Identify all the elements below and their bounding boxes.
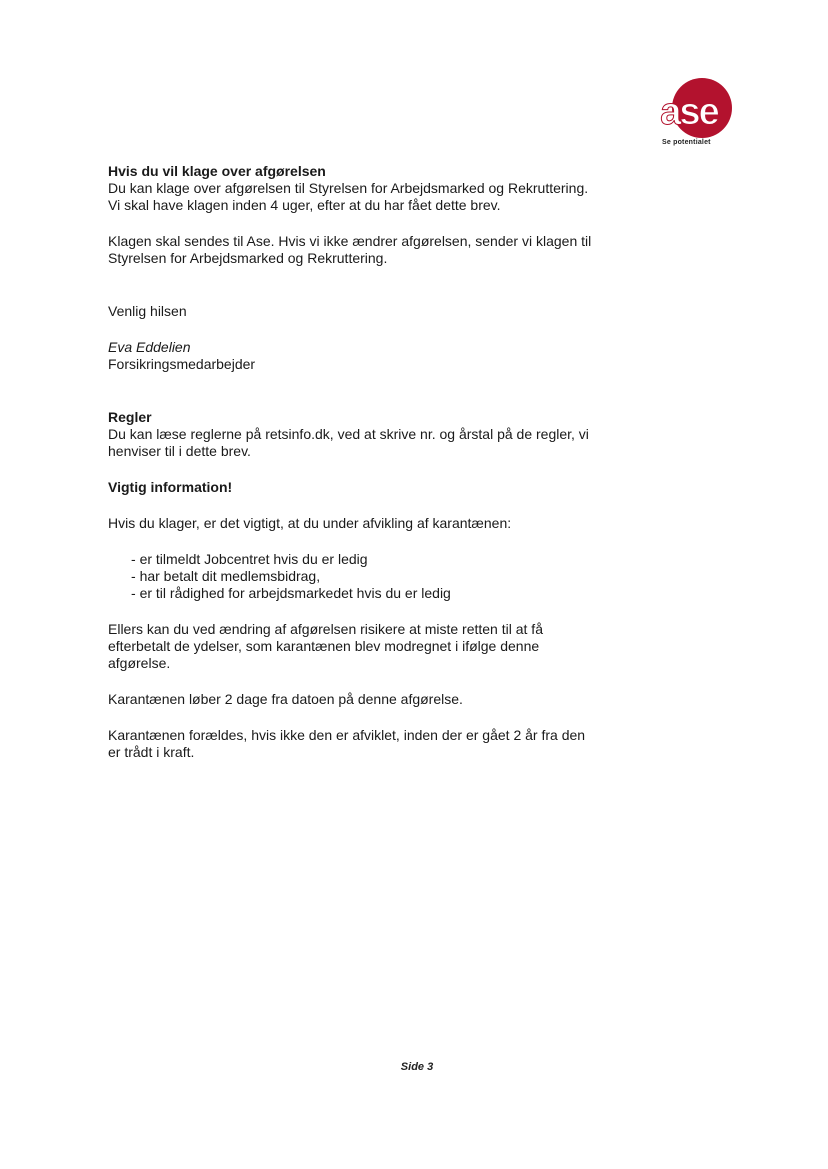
duration-line: Karantænen løber 2 dage fra datoen på denne afgørelse. [108,691,463,707]
expiry-line: er trådt i kraft. [108,744,195,760]
important-heading: Vigtig information! [108,479,233,495]
important-intro: Hvis du klager, er det vigtigt, at du under afvikling af karantænen: [108,515,512,531]
complaint-line: Styrelsen for Arbejdsmarked og Rekruttering. [108,250,388,266]
rules-line: henviser til i dette brev. [108,443,251,459]
logo-wordmark: ase [660,91,718,133]
rules-line: Du kan læse reglerne på retsinfo.dk, ved at skrive nr. og årstal på de regler, vi [108,426,589,442]
page-footer [0,1061,828,1073]
ase-logo [644,76,740,152]
complaint-line: Vi skal have klagen inden 4 uger, efter at du har fået dette brev. [108,197,501,213]
complaint-line: Klagen skal sendes til Ase. Hvis vi ikke ændrer afgørelsen, sender vi klagen til [108,233,592,249]
complaint-line: Du kan klage over afgørelsen til Styrelsen for Arbejdsmarked og Rekruttering. [108,180,589,196]
greeting: Venlig hilsen [108,303,187,319]
else-line: efterbetalt de ydelser, som karantænen blev modregnet i ifølge denne [108,638,540,654]
rules-heading: Regler [108,409,152,425]
else-line: afgørelse. [108,655,171,671]
list-item: - har betalt dit medlemsbidrag, [131,568,628,585]
conditions-list [108,551,628,602]
complaint-heading: Hvis du vil klage over afgørelsen [108,163,326,179]
list-item: - er til rådighed for arbejdsmarkedet hvis du er ledig [131,585,628,602]
page-number: Side 3 [400,1061,434,1073]
list-item: - er tilmeldt Jobcentret hvis du er ledig [131,551,628,568]
expiry-line: Karantænen forældes, hvis ikke den er afviklet, inden der er gået 2 år fra den [108,727,586,743]
signatory-title: Forsikringsmedarbejder [108,356,256,372]
ase-logo-mark [644,76,740,138]
letter-body [108,163,628,761]
else-line: Ellers kan du ved ændring af afgørelsen risikere at miste retten til at få [108,621,543,637]
logo-tagline: Se potentialet [662,139,711,146]
signatory-name: Eva Eddelien [108,339,191,355]
